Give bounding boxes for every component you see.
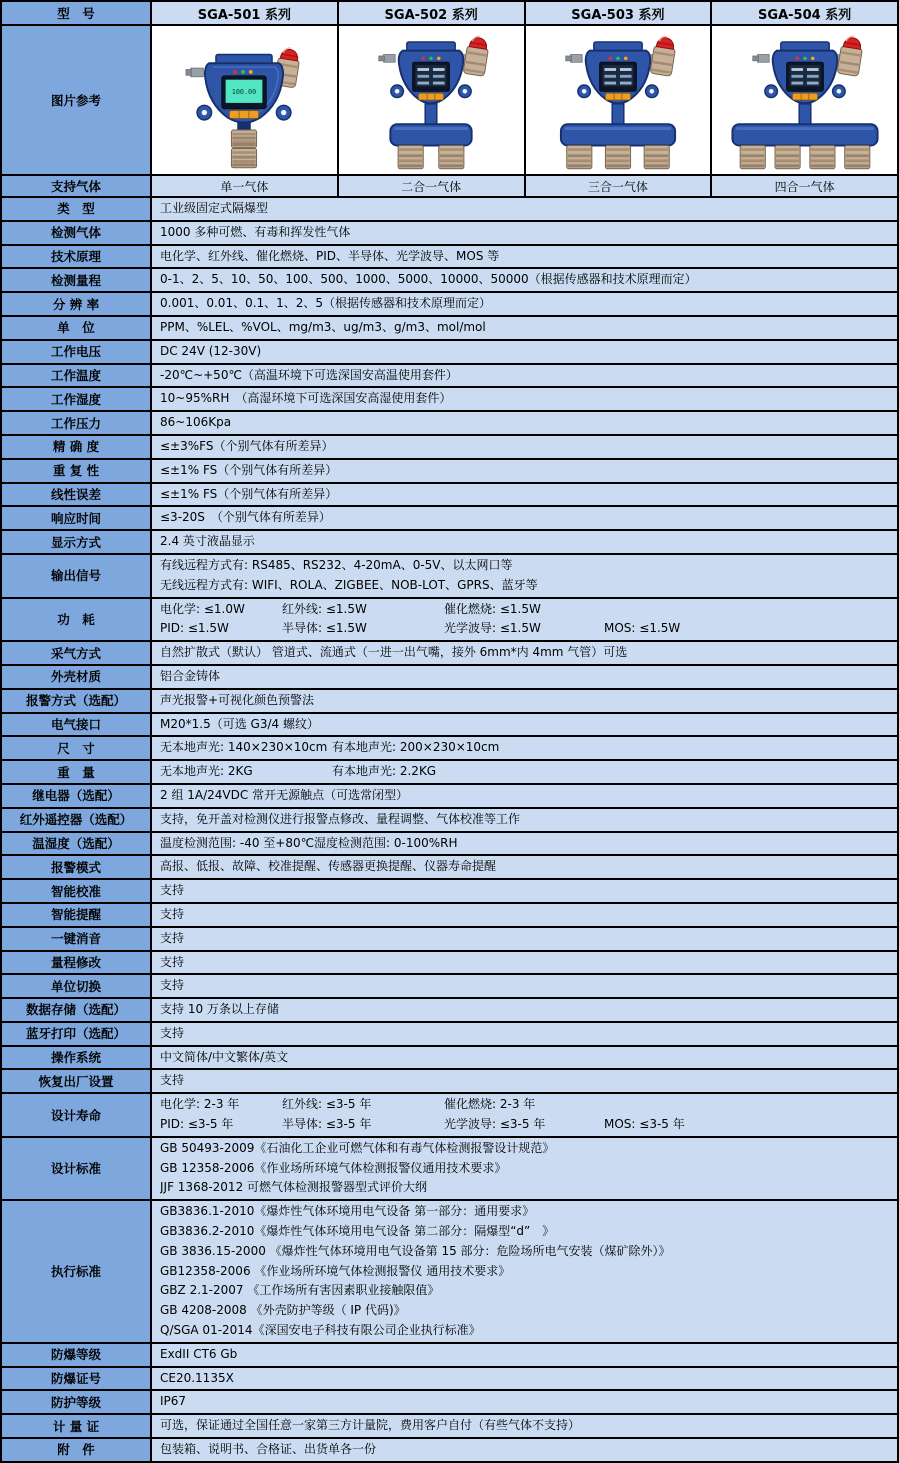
spec-row <box>2 666 897 690</box>
product-image-cells <box>152 26 897 174</box>
spec-row <box>2 928 897 952</box>
value-line <box>160 762 893 782</box>
spec-row <box>2 388 897 412</box>
spec-row <box>2 269 897 293</box>
gas-detector-illustration <box>715 29 895 171</box>
value-line: 支持 <box>160 906 185 921</box>
value-line: 0.001、0.01、0.1、1、2、5（根据传感器和技术原理而定） <box>160 296 492 311</box>
spec-row <box>2 785 897 809</box>
row-value <box>152 1368 897 1390</box>
product-image-sga-504 <box>712 26 897 174</box>
spec-row <box>2 856 897 880</box>
value-line: GB 4208-2008 《外壳防护等级（ IP 代码)》 <box>160 1303 406 1318</box>
row-value <box>152 761 897 783</box>
value-line: ≤±1% FS（个别气体有所差异） <box>160 486 338 501</box>
row-label: 一键消音 <box>2 928 152 950</box>
spec-row <box>2 436 897 460</box>
row-label: 智能校准 <box>2 880 152 902</box>
value-line: 支持 <box>160 1073 185 1088</box>
row-label: 类 型 <box>2 198 152 220</box>
spec-row <box>2 1094 897 1138</box>
row-value <box>152 928 897 950</box>
value-line: Q/SGA 01-2014《深国安电子科技有限公司企业执行标准》 <box>160 1323 481 1338</box>
value-line: IP67 <box>160 1394 187 1409</box>
gas-type-cell: 三合一气体 <box>526 176 713 196</box>
value-line: 0-1、2、5、10、50、100、500、1000、5000、10000、50000（根据传感器和技术原理而定） <box>160 272 697 287</box>
row-value <box>152 1391 897 1413</box>
value-segment: PID: ≤3-5 年 <box>160 1117 234 1132</box>
value-line <box>160 600 893 620</box>
row-label: 设计标准 <box>2 1138 152 1199</box>
row-label: 工作温度 <box>2 365 152 387</box>
row-label: 功 耗 <box>2 599 152 641</box>
row-label: 尺 寸 <box>2 737 152 759</box>
value-segment: 催化燃烧: ≤1.5W <box>444 601 541 616</box>
spec-row <box>2 880 897 904</box>
spec-row <box>2 1391 897 1415</box>
value-line: 10~95%RH （高湿环境下可选深国安高湿使用套件） <box>160 391 452 406</box>
row-value <box>152 222 897 244</box>
row-value <box>152 690 897 712</box>
row-label: 智能提醒 <box>2 904 152 926</box>
value-line: M20*1.5（可选 G3/4 螺纹） <box>160 716 319 731</box>
row-value <box>152 642 897 664</box>
value-line: 电化学、红外线、催化燃烧、PID、半导体、光学波导、MOS 等 <box>160 248 500 263</box>
value-line: 支持 <box>160 930 185 945</box>
row-value <box>152 809 897 831</box>
value-line: 铝合金铸体 <box>160 668 221 683</box>
value-segment: 有本地声光: 2.2KG <box>332 764 437 779</box>
row-label: 附 件 <box>2 1439 152 1461</box>
value-line: 86~106Kpa <box>160 415 232 430</box>
row-value <box>152 198 897 220</box>
value-segment: 红外线: ≤3-5 年 <box>282 1097 372 1112</box>
value-line <box>160 834 893 854</box>
row-label: 显示方式 <box>2 531 152 553</box>
row-label: 红外遥控器（选配） <box>2 809 152 831</box>
row-value <box>152 531 897 553</box>
row-label: 工作湿度 <box>2 388 152 410</box>
value-line: CE20.1135X <box>160 1370 234 1385</box>
value-segment: 温度检测范围: -40 至+80℃ <box>160 835 315 850</box>
row-value <box>152 484 897 506</box>
model-header-cell: SGA-504 系列 <box>712 2 897 24</box>
row-label: 计 量 证 <box>2 1415 152 1437</box>
spec-row <box>2 761 897 785</box>
row-value <box>152 1094 897 1136</box>
row-value <box>152 975 897 997</box>
row-value <box>152 246 897 268</box>
spec-row <box>2 737 897 761</box>
row-label: 蓝牙打印（选配） <box>2 1023 152 1045</box>
row-label: 重 复 性 <box>2 460 152 482</box>
value-segment: 红外线: ≤1.5W <box>282 601 367 616</box>
row-value <box>152 460 897 482</box>
value-line: ≤±1% FS（个别气体有所差异） <box>160 462 338 477</box>
spec-row <box>2 246 897 270</box>
row-value <box>152 555 897 597</box>
product-image-sga-502 <box>339 26 526 174</box>
spec-row <box>2 555 897 599</box>
row-label: 精 确 度 <box>2 436 152 458</box>
row-label: 报警模式 <box>2 856 152 878</box>
row-label: 技术原理 <box>2 246 152 268</box>
row-label-gas: 支持气体 <box>2 176 152 196</box>
svg-text:100.00: 100.00 <box>232 88 257 97</box>
row-value <box>152 1023 897 1045</box>
gas-type-row <box>2 176 897 198</box>
row-value <box>152 365 897 387</box>
spec-row <box>2 714 897 738</box>
value-line: JJF 1368-2012 可燃气体检测报警器型式评价大纲 <box>160 1180 428 1195</box>
spec-row <box>2 599 897 643</box>
spec-row <box>2 833 897 857</box>
value-line: 中文简体/中文繁体/英文 <box>160 1049 289 1064</box>
row-label-model: 型 号 <box>2 2 152 24</box>
spec-row <box>2 999 897 1023</box>
row-value <box>152 317 897 339</box>
row-label: 外壳材质 <box>2 666 152 688</box>
model-header-cell: SGA-501 系列 <box>152 2 339 24</box>
row-label: 数据存储（选配） <box>2 999 152 1021</box>
row-label: 线性误差 <box>2 484 152 506</box>
model-header-cell: SGA-503 系列 <box>526 2 713 24</box>
value-segment: MOS: ≤3-5 年 <box>604 1117 685 1132</box>
row-value <box>152 412 897 434</box>
row-label: 电气接口 <box>2 714 152 736</box>
value-line: 1000 多种可燃、有毒和挥发性气体 <box>160 224 351 239</box>
spec-row <box>2 690 897 714</box>
row-value <box>152 388 897 410</box>
row-value <box>152 1138 897 1199</box>
row-label: 操作系统 <box>2 1047 152 1069</box>
spec-row <box>2 293 897 317</box>
spec-row <box>2 460 897 484</box>
model-header-cell: SGA-502 系列 <box>339 2 526 24</box>
row-value <box>152 904 897 926</box>
value-line: ≤±3%FS（个别气体有所差异） <box>160 438 334 453</box>
row-value <box>152 666 897 688</box>
model-header-row <box>2 2 897 26</box>
row-label: 响应时间 <box>2 507 152 529</box>
value-segment: 湿度检测范围: 0-100%RH <box>314 835 458 850</box>
value-segment: PID: ≤1.5W <box>160 621 229 636</box>
value-line: 支持 <box>160 978 185 993</box>
value-line: 声光报警+可视化颜色预警法 <box>160 692 315 707</box>
row-label: 防爆证号 <box>2 1368 152 1390</box>
row-label: 单位切换 <box>2 975 152 997</box>
spec-row <box>2 531 897 555</box>
value-line: DC 24V (12-30V) <box>160 343 262 358</box>
value-line <box>160 1115 893 1135</box>
row-label: 防护等级 <box>2 1391 152 1413</box>
value-segment: 无本地声光: 2KG <box>160 764 253 779</box>
row-value <box>152 1439 897 1461</box>
gas-type-cells <box>152 176 897 196</box>
row-value <box>152 1047 897 1069</box>
row-label: 重 量 <box>2 761 152 783</box>
value-segment: 电化学: 2-3 年 <box>160 1097 240 1112</box>
value-line: GB3836.2-2010《爆炸性气体环境用电气设备 第二部分：隔爆型“d” 》 <box>160 1224 555 1239</box>
spec-row <box>2 1439 897 1461</box>
row-value <box>152 714 897 736</box>
value-line: 支持，免开盖对检测仪进行报警点修改、量程调整、气体校准等工作 <box>160 811 521 826</box>
spec-row <box>2 1344 897 1368</box>
spec-row <box>2 1023 897 1047</box>
value-segment: 催化燃烧: 2-3 年 <box>444 1097 536 1112</box>
row-label-image: 图片参考 <box>2 26 152 174</box>
gas-detector-illustration <box>154 29 334 171</box>
spec-row <box>2 642 897 666</box>
row-value <box>152 785 897 807</box>
model-header-cells <box>152 2 897 24</box>
spec-row <box>2 1138 897 1201</box>
spec-row <box>2 484 897 508</box>
row-value <box>152 1201 897 1342</box>
row-value <box>152 1415 897 1437</box>
value-segment: 半导体: ≤1.5W <box>282 621 367 636</box>
value-segment: 光学波导: ≤1.5W <box>444 621 541 636</box>
value-line: GB12358-2006 《作业场所环境气体检测报警仪 通用技术要求》 <box>160 1263 511 1278</box>
spec-row <box>2 412 897 436</box>
row-label: 检测气体 <box>2 222 152 244</box>
product-image-sga-503 <box>526 26 713 174</box>
row-value <box>152 1070 897 1092</box>
row-value <box>152 269 897 291</box>
spec-row <box>2 975 897 999</box>
value-line: 包装箱、说明书、合格证、出货单各一份 <box>160 1442 377 1457</box>
spec-row <box>2 365 897 389</box>
product-image-sga-501 <box>152 26 339 174</box>
value-line: 支持 <box>160 1025 185 1040</box>
value-line: 工业级固定式隔爆型 <box>160 201 269 215</box>
row-label: 分 辨 率 <box>2 293 152 315</box>
value-line: 2 组 1A/24VDC 常开无源触点（可选常闭型） <box>160 787 409 802</box>
value-line: GB 12358-2006《作业场所环境气体检测报警仪通用技术要求》 <box>160 1160 507 1175</box>
row-label: 工作电压 <box>2 341 152 363</box>
value-line: -20℃~+50℃（高温环境下可选深国安高温使用套件） <box>160 367 458 382</box>
spec-row <box>2 507 897 531</box>
row-value <box>152 880 897 902</box>
gas-type-cell: 单一气体 <box>152 176 339 196</box>
value-line: PPM、%LEL、%VOL、mg/m3、ug/m3、g/m3、mol/mol <box>160 319 486 334</box>
value-line: GB3836.1-2010《爆炸性气体环境用电气设备 第一部分：通用要求》 <box>160 1204 535 1219</box>
row-value <box>152 436 897 458</box>
gas-type-cell: 四合一气体 <box>712 176 897 196</box>
spec-row <box>2 1368 897 1392</box>
product-image-row <box>2 26 897 176</box>
spec-row <box>2 317 897 341</box>
spec-row <box>2 222 897 246</box>
row-value <box>152 293 897 315</box>
value-line: 支持 10 万条以上存储 <box>160 1002 279 1017</box>
gas-detector-illustration <box>528 29 708 171</box>
row-label: 设计寿命 <box>2 1094 152 1136</box>
value-segment: MOS: ≤1.5W <box>604 621 681 636</box>
value-line: ≤3-20S （个别气体有所差异） <box>160 510 331 525</box>
value-line: 可选，保证通过全国任意一家第三方计量院，费用客户自付（有些气体不支持） <box>160 1418 581 1433</box>
row-label: 工作压力 <box>2 412 152 434</box>
row-label: 检测量程 <box>2 269 152 291</box>
value-line: 高报、低报、故障、校准提醒、传感器更换提醒、仪器寿命提醒 <box>160 859 497 874</box>
spec-rows <box>2 198 897 1461</box>
row-label: 量程修改 <box>2 952 152 974</box>
spec-row <box>2 952 897 976</box>
spec-row <box>2 1047 897 1071</box>
spec-row <box>2 904 897 928</box>
row-label: 输出信号 <box>2 555 152 597</box>
spec-row <box>2 1415 897 1439</box>
row-value <box>152 833 897 855</box>
row-label: 采气方式 <box>2 642 152 664</box>
value-line: 支持 <box>160 954 185 969</box>
value-line: 2.4 英寸液晶显示 <box>160 534 255 549</box>
value-line: 有线远程方式有: RS485、RS232、4-20mA、0-5V、以太网口等 <box>160 557 513 572</box>
row-label: 温湿度（选配） <box>2 833 152 855</box>
row-value <box>152 999 897 1021</box>
row-value <box>152 341 897 363</box>
row-label: 单 位 <box>2 317 152 339</box>
value-line <box>160 619 893 639</box>
spec-row <box>2 198 897 222</box>
gas-detector-illustration <box>341 29 521 171</box>
value-segment: 有本地声光: 200×230×10cm <box>332 740 500 755</box>
value-segment: 半导体: ≤3-5 年 <box>282 1117 372 1132</box>
spec-row <box>2 1201 897 1344</box>
value-line: ExdII CT6 Gb <box>160 1346 238 1361</box>
row-value <box>152 737 897 759</box>
value-line: GB 3836.15-2000 《爆炸性气体环境用电气设备第 15 部分：危险场所电气安装（煤矿除外）》 <box>160 1243 671 1258</box>
row-value <box>152 952 897 974</box>
gas-type-cell: 二合一气体 <box>339 176 526 196</box>
row-label: 报警方式（选配） <box>2 690 152 712</box>
value-segment: 电化学: ≤1.0W <box>160 601 245 616</box>
row-label: 执行标准 <box>2 1201 152 1342</box>
value-line: GB 50493-2009《石油化工企业可燃气体和有毒气体检测报警设计规范》 <box>160 1140 555 1155</box>
row-label: 恢复出厂设置 <box>2 1070 152 1092</box>
row-value <box>152 1344 897 1366</box>
value-line: 自然扩散式（默认） 管道式、流通式（一进一出气嘴，接外 6mm*内 4mm 气管）可选 <box>160 645 628 660</box>
value-line: 支持 <box>160 883 185 898</box>
spec-row <box>2 809 897 833</box>
value-line <box>160 738 893 758</box>
row-value <box>152 599 897 641</box>
row-value <box>152 856 897 878</box>
value-segment: 光学波导: ≤3-5 年 <box>444 1117 546 1132</box>
value-line: GBZ 2.1-2007 《工作场所有害因素职业接触限值》 <box>160 1283 440 1298</box>
spec-row <box>2 341 897 365</box>
value-line: 无线远程方式有: WIFI、ROLA、ZIGBEE、NOB-LOT、GPRS、蓝牙等 <box>160 577 538 592</box>
spec-row <box>2 1070 897 1094</box>
value-segment: 无本地声光: 140×230×10cm <box>160 740 328 755</box>
row-value <box>152 507 897 529</box>
value-line <box>160 1095 893 1115</box>
row-label: 防爆等级 <box>2 1344 152 1366</box>
row-label: 继电器（选配） <box>2 785 152 807</box>
